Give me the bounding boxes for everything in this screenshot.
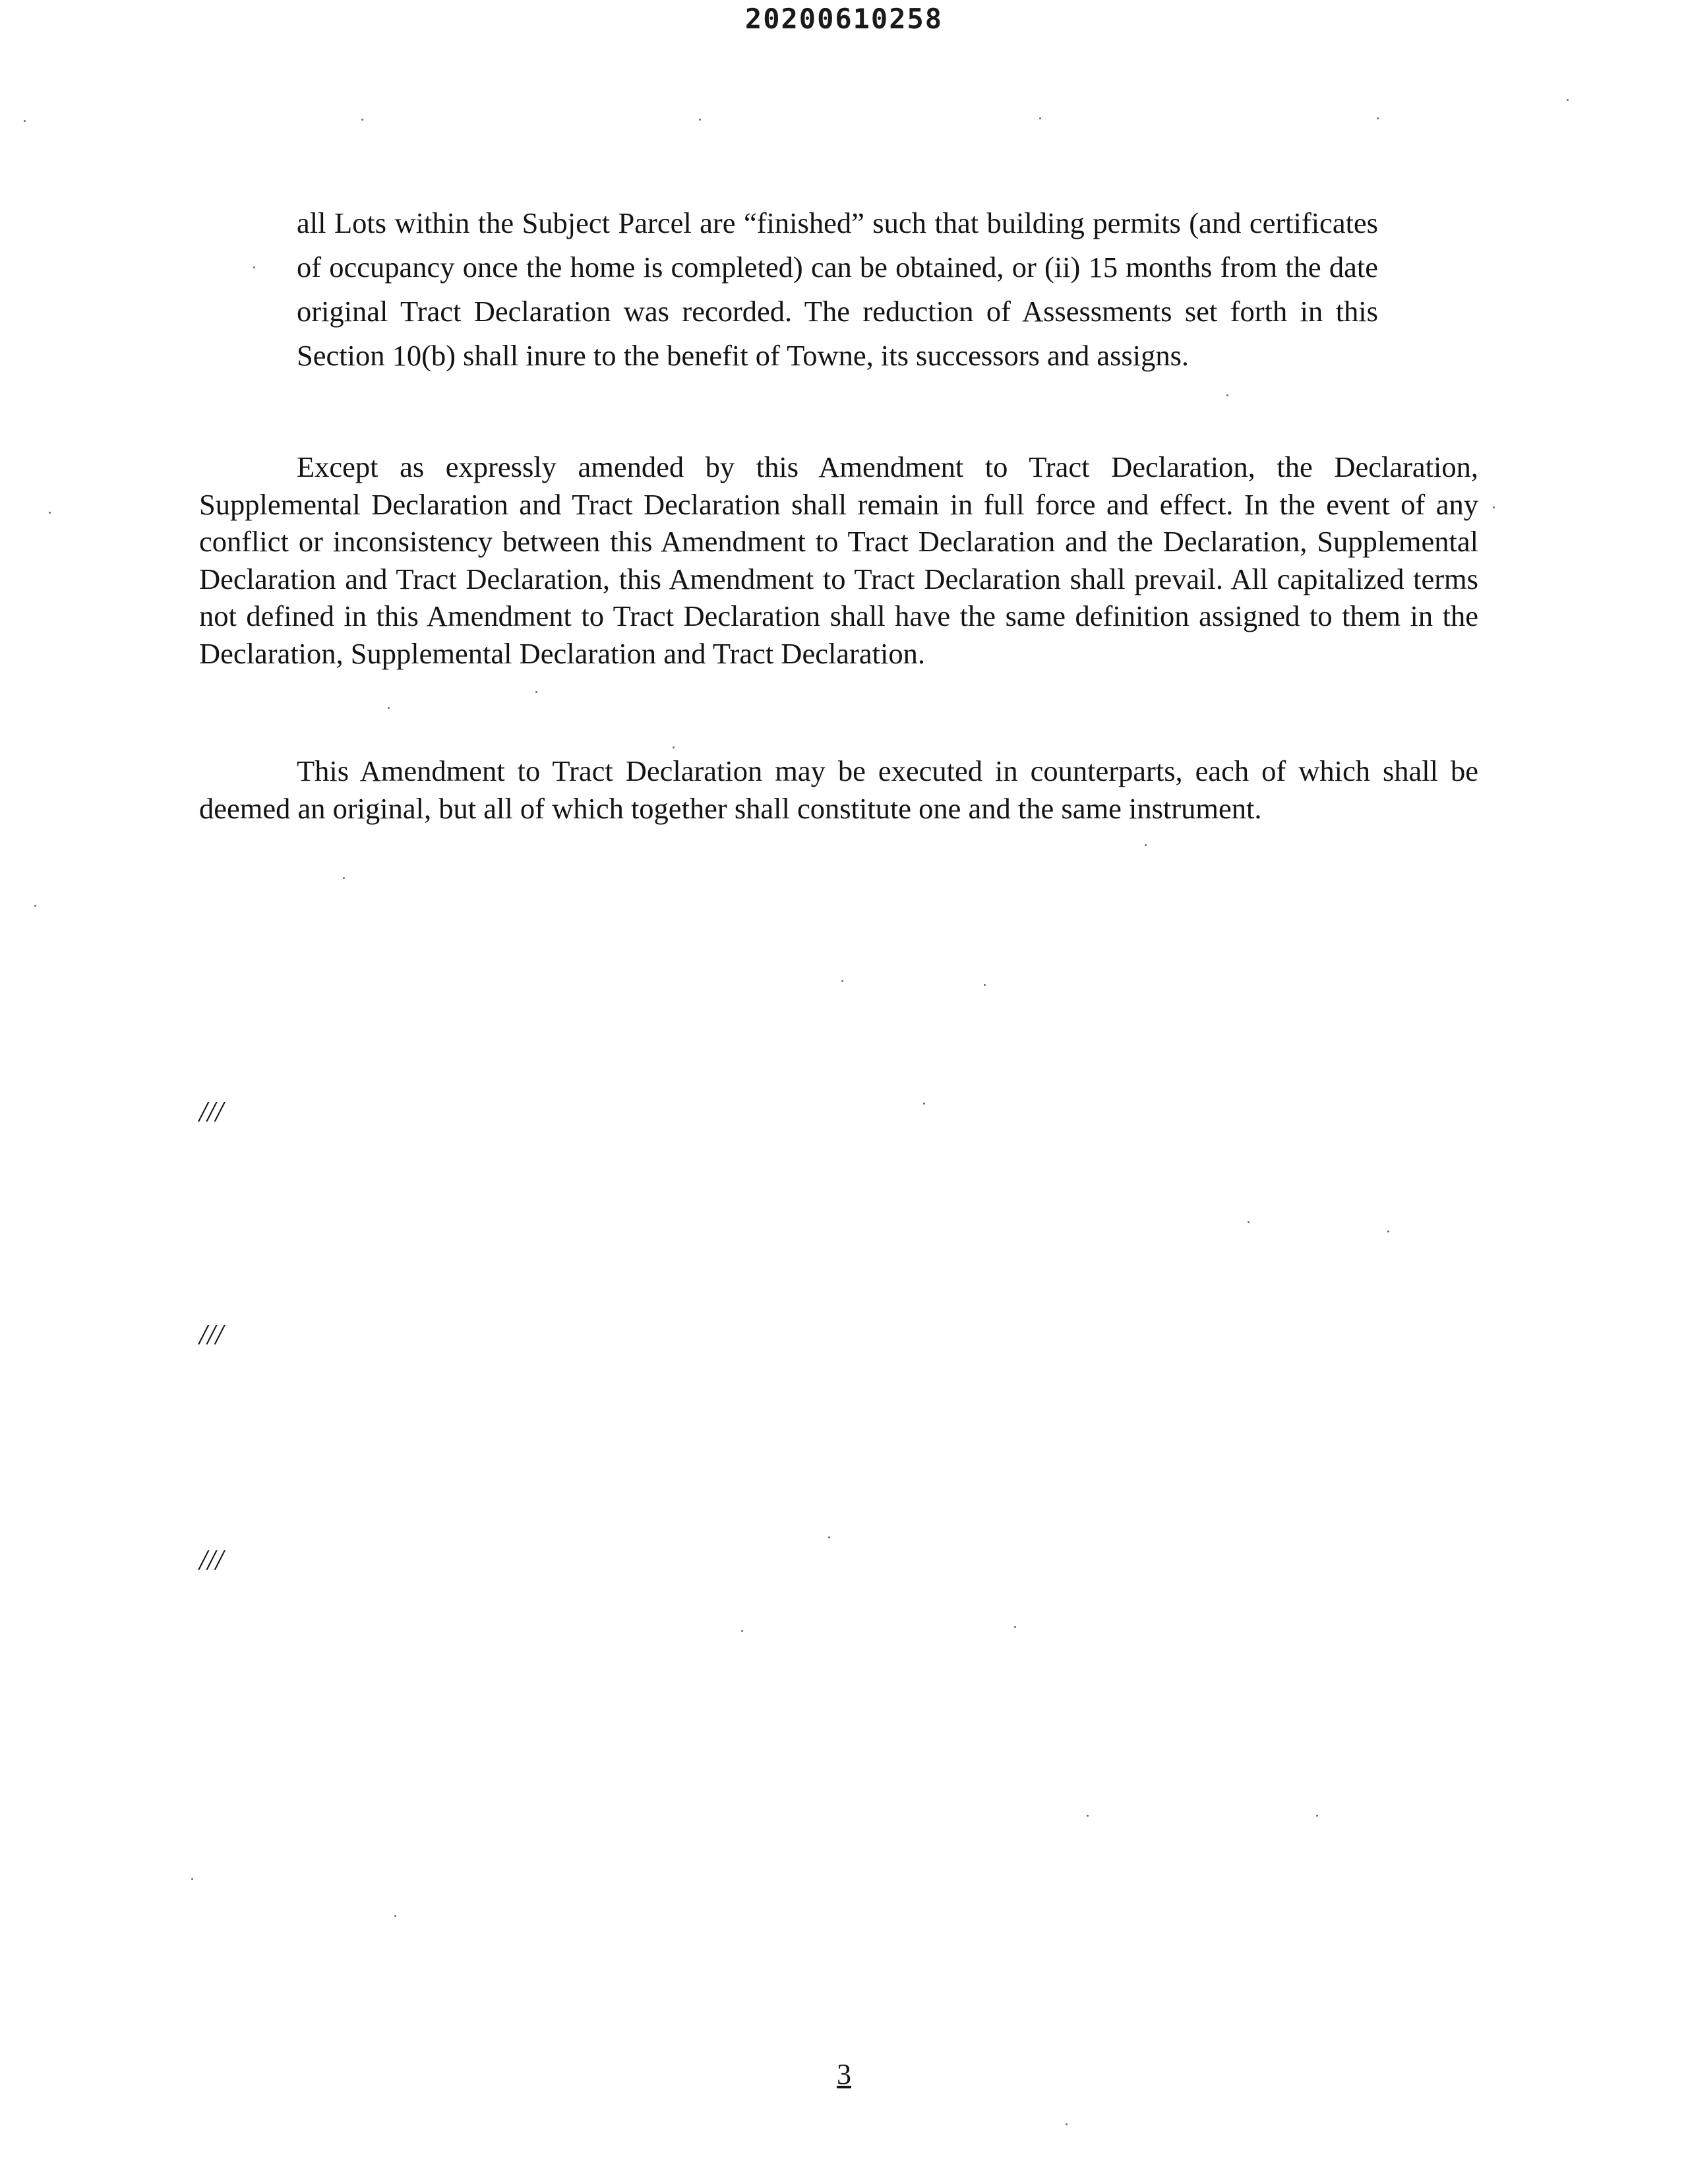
scan-speck <box>1248 1221 1250 1223</box>
scan-speck <box>1493 506 1495 508</box>
scan-speck <box>1087 1815 1089 1817</box>
scan-speck <box>699 119 701 121</box>
page-number <box>0 2057 1688 2091</box>
scan-speck <box>1039 117 1041 119</box>
scan-speck <box>1567 99 1569 101</box>
section-separator: /// <box>199 1318 224 1350</box>
page-number-text: 3 <box>837 2058 851 2090</box>
scan-speck <box>1014 1626 1016 1628</box>
scan-speck <box>1066 2123 1068 2125</box>
scan-speck <box>253 266 255 268</box>
scan-speck <box>1145 844 1147 846</box>
scan-speck <box>841 980 843 982</box>
section-separator: /// <box>199 1544 224 1576</box>
scan-speck <box>34 905 36 907</box>
scan-speck <box>1387 1230 1389 1232</box>
scan-speck <box>828 1536 830 1538</box>
scan-speck <box>343 877 345 879</box>
section-separator: /// <box>199 1095 224 1128</box>
scan-speck <box>24 120 26 122</box>
counterparts-paragraph: This Amendment to Tract Declaration may be executed in counterparts, each of which shall be deemed an original, but all of which together shall constitute one and the same instrument. <box>199 754 1478 825</box>
amendment-effect-paragraph: Except as expressly amended by this Amendment to Tract Declaration, the Declaration, Supplemental Declaration and Tract Declaration shall remain in full force and effect. In the event of any conflict or inconsistency between this Amendment to Tract Declaration and the Declaration, Supplemental Declaration and Tract Declaration, this Amendment to Tract Declaration shall prevail. All capitalized terms not defined in this Amendment to Tract Declaration shall have the same definition assigned to them in the Declaration, Supplemental Declaration and Tract Declaration. <box>199 450 1478 670</box>
scan-speck <box>361 119 363 121</box>
scan-speck <box>1316 1815 1318 1817</box>
scan-speck <box>923 1103 925 1105</box>
continued-paragraph: all Lots within the Subject Parcel are “finished” such that building permits (and certificates of occupancy once the home is completed) can be obtained, or (ii) 15 months from the date original Tract Declaration was recorded. The reduction of Assessments set forth in this Section 10(b) shall inure to the benefit of Towne, its successors and assigns. <box>297 206 1378 372</box>
scan-speck <box>49 512 51 514</box>
scan-speck <box>394 1915 396 1917</box>
scan-speck <box>1377 117 1379 119</box>
scan-speck <box>741 1630 743 1632</box>
recording-number: 20200610258 <box>744 3 944 35</box>
scan-speck <box>535 691 537 693</box>
scan-speck <box>388 707 390 709</box>
scan-speck <box>1226 394 1228 396</box>
scan-speck <box>984 984 986 986</box>
scan-speck <box>673 746 675 748</box>
scan-speck <box>191 1878 193 1880</box>
